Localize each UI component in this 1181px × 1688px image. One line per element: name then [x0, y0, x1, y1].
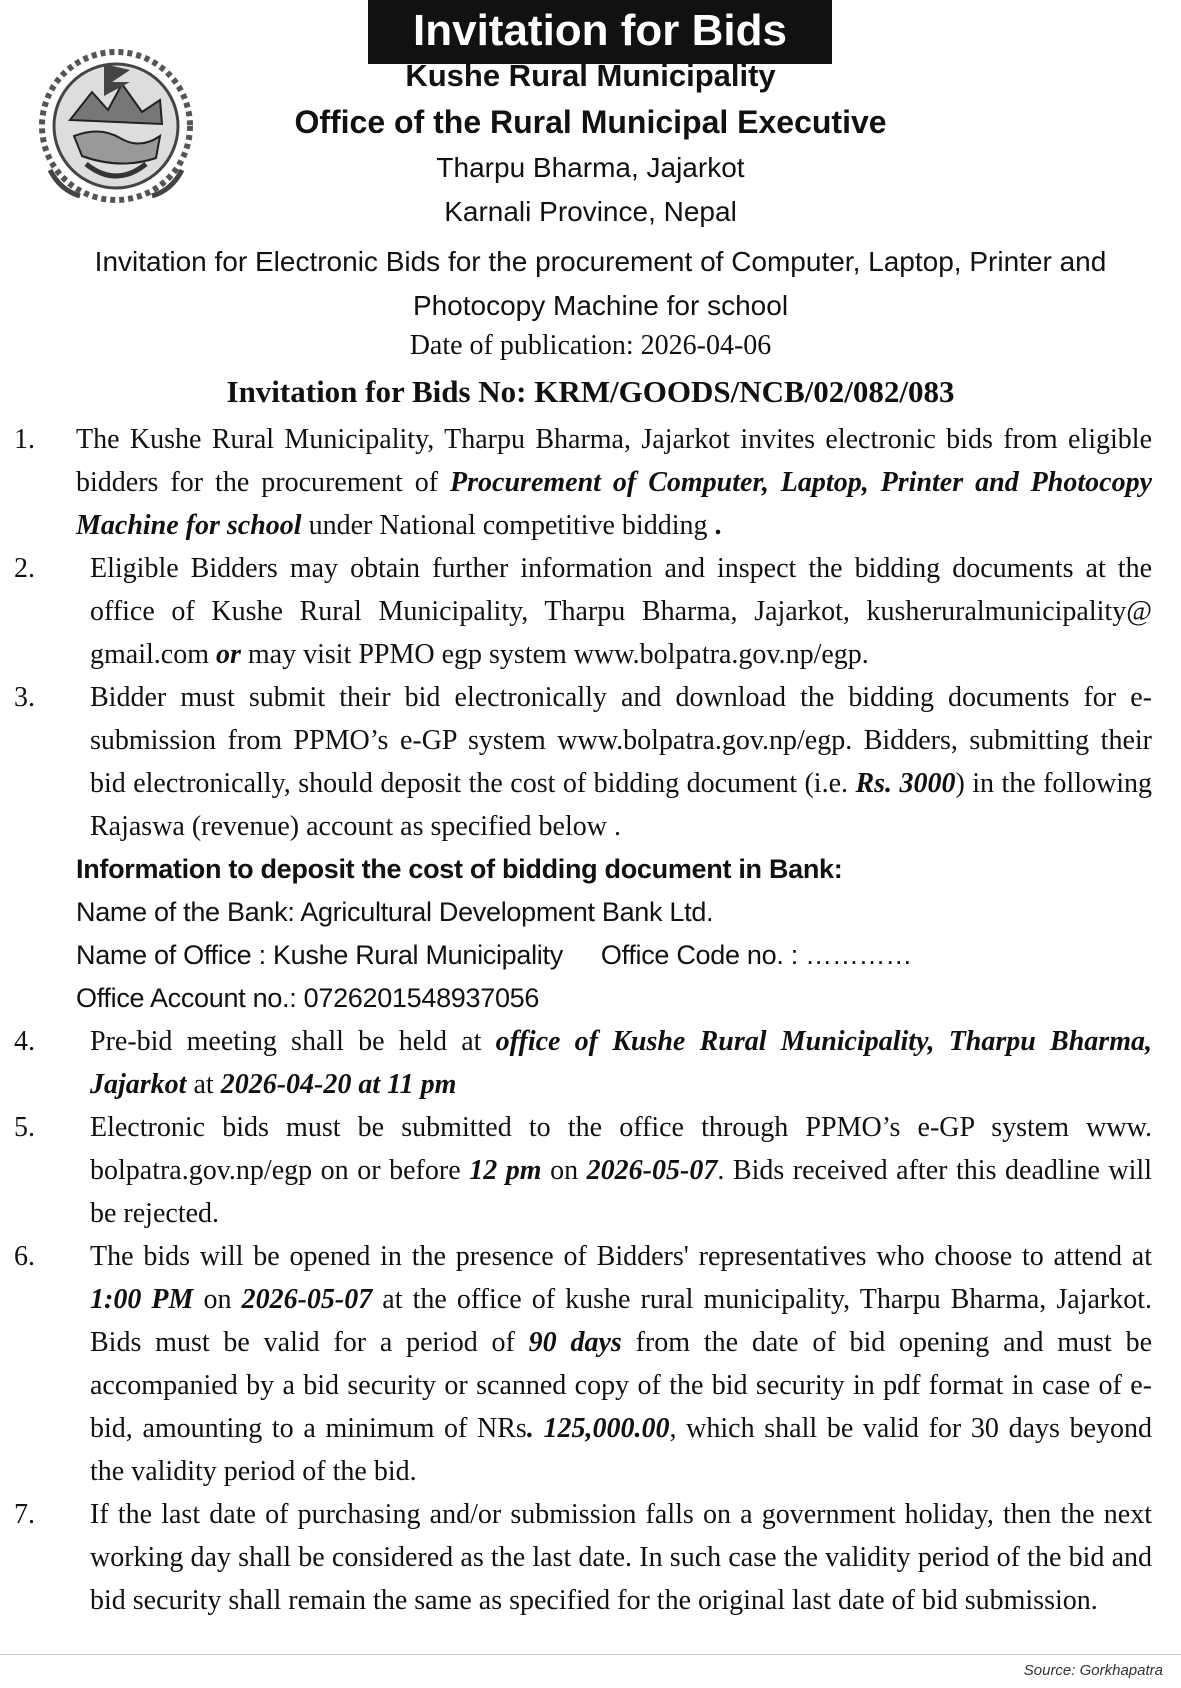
clause-text	[90, 547, 1152, 676]
office-name: Office of the Rural Municipal Executive	[294, 104, 887, 140]
clause-number: 2.	[14, 553, 35, 584]
bid-security-amount: . 125,000.00	[526, 1413, 670, 1444]
clause-text	[90, 1106, 1152, 1235]
address-line-2: Karnali Province, Nepal	[444, 196, 737, 227]
clause-4	[14, 1020, 1152, 1106]
clause-6	[14, 1235, 1152, 1493]
office-code-field: Office Code no. : …………	[600, 940, 912, 970]
text-run: Electronic bids must be submitted to the office through PPMO’s e-GP system www. bolpatra.gov.np/egp on or before	[90, 1112, 1152, 1186]
document-cost: Rs. 3000	[855, 768, 956, 799]
submission-time: 12 pm	[469, 1155, 542, 1186]
text-run: or	[215, 639, 241, 670]
organization-name: Kushe Rural Municipality	[405, 58, 776, 93]
text-run: Pre-bid meeting shall be held at	[90, 1026, 496, 1057]
clause-5	[14, 1106, 1152, 1235]
text-run: Bidder must submit their bid electronically and download the bidding documents for e-submission from PPMO’s e-GP system www.bolpatra.gov.np/egp. Bidders, submitting their bid electronically, should deposit the cost of bidding document (i.e.	[90, 682, 1152, 799]
address-line-1: Tharpu Bharma, Jajarkot	[436, 152, 745, 183]
clause-number: 4.	[14, 1026, 35, 1057]
opening-date: 2026-05-07	[241, 1284, 373, 1315]
validity-period: 90 days	[528, 1327, 622, 1358]
notice-body	[14, 418, 1152, 1622]
bid-number: Invitation for Bids No: KRM/GOODS/NCB/02/082/083	[226, 374, 955, 409]
text-run: .	[714, 510, 722, 541]
clause-text	[76, 418, 1152, 547]
clause-2	[14, 547, 1152, 676]
text-run: The Kushe Rural Municipality, Tharpu Bharma, Jajarkot invites electronic bids from eligible bidders for the procurement of	[76, 424, 1152, 498]
bank-info	[76, 848, 1152, 1020]
text-run: Eligible Bidders may obtain further information and inspect the bidding documents at the office of Kushe Rural Municipality, Tharpu Bharma, Jajarkot, kusheruralmunicipality@ gmail.com	[90, 553, 1152, 670]
text-run: on	[193, 1284, 242, 1315]
notice-title: Invitation for Bids	[368, 0, 832, 64]
text-run: on	[541, 1155, 587, 1186]
clause-text: If the last date of purchasing and/or submission falls on a government holiday, then the next working day shall be considered as the last date. In such case the validity period of the bid and bid security shall remain the same as specified for the original last date of bid submission.	[90, 1499, 1152, 1616]
office-name-field: Name of Office : Kushe Rural Municipality	[76, 940, 563, 970]
text-run: ) in the following Rajaswa (revenue) account as specified below .	[90, 768, 1152, 842]
text-run: , which shall be valid for 30 days beyond the validity period of the bid.	[90, 1413, 1153, 1487]
procurement-title: Procurement of Computer, Laptop, Printer and Photocopy Machine for school	[76, 467, 1152, 541]
text-run: from the date of bid opening and must be accompanied by a bid security or scanned copy of the bid security in pdf format in case of e-bid, amounting to a minimum of NRs	[90, 1327, 1152, 1444]
clause-number: 7.	[14, 1499, 35, 1530]
bank-info-title: Information to deposit the cost of bidding document in Bank:	[76, 854, 843, 884]
meeting-datetime: 2026-04-20 at 11 pm	[220, 1069, 457, 1100]
clause-text	[90, 1020, 1152, 1106]
bank-name: Name of the Bank: Agricultural Development Bank Ltd.	[76, 897, 714, 927]
clause-number: 1.	[14, 424, 35, 455]
clause-3	[14, 676, 1152, 848]
publication-date: Date of publication: 2026-04-06	[409, 330, 772, 361]
office-row	[76, 934, 1152, 977]
clause-7	[14, 1493, 1152, 1622]
source-credit: Source: Gorkhapatra	[1023, 1662, 1163, 1679]
footer-divider	[0, 1654, 1181, 1655]
account-number: Office Account no.: 0726201548937056	[76, 983, 540, 1013]
text-run: The bids will be opened in the presence of Bidders' representatives who choose to attend at	[90, 1241, 1152, 1272]
clause-number: 5.	[14, 1112, 35, 1143]
clause-number: 6.	[14, 1241, 35, 1272]
opening-time: 1:00 PM	[90, 1284, 194, 1315]
clause-text	[90, 1235, 1152, 1493]
clause-number: 3.	[14, 682, 35, 713]
text-run: under National competitive bidding	[301, 510, 715, 541]
clause-text	[90, 676, 1152, 848]
submission-date: 2026-05-07	[586, 1155, 718, 1186]
meeting-venue: office of Kushe Rural Municipality, Tharpu Bharma, Jajarkot	[90, 1026, 1152, 1100]
text-run: at the office of kushe rural municipality, Tharpu Bharma, Jajarkot. Bids must be valid for a period of	[90, 1284, 1153, 1358]
text-run: may visit PPMO egp system www.bolpatra.gov.np/egp.	[240, 639, 869, 670]
text-run: at	[186, 1069, 221, 1100]
text-run: . Bids received after this deadline will be rejected.	[90, 1155, 1152, 1229]
clause-1	[14, 418, 1152, 547]
invitation-subject: Invitation for Electronic Bids for the procurement of Computer, Laptop, Printer and Photocopy Machine for school	[94, 246, 1107, 321]
